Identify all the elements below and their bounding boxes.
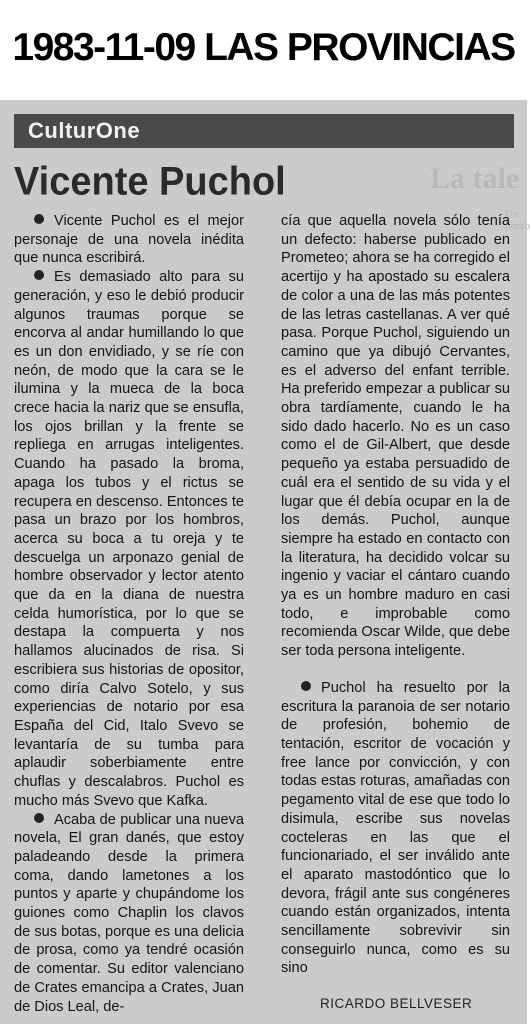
paragraph-text: Acaba de publicar una nueva novela, El gran danés, que estoy paladeando desde la primera coma, dando lametones a los puntos y aparte y chupándome los guiones como Chaplin los clavos de sus botas, porque es una delicia de prosa, como ya tendré ocasión de comentar. Su editor valenciano de Crates emancipa a Crates, Juan de Dios Leal, de- — [14, 811, 244, 1015]
paragraph — [14, 212, 244, 268]
bullet-icon — [301, 681, 311, 691]
paragraph-text: cía que aquella novela sólo tenía un defecto: haberse publicado en Prometeo; ahora se ha corregido el acertijo y ha apostado su escalera de color a una de las más potentes de las letras castellanas. A ver qué pasa. Porque Puchol, siguiendo un camino que ya dibujó Cervantes, es el adverso del enfant terrible. Ha preferido empezar a publicar su obra tardíamente, cuando le ha sido dado hacerlo. No es un caso como el de Gil-Albert, que desde pequeño ya estaba persuadido de cuál era el sentido de su vida y el lugar que él debía ocupar en la de los demás. Puchol, aunque siempre ha estado en contacto con la literatura, ha decidido volcar su ingenio y vaciar el cántaro cuando ya es un hombre maduro en casi todo, e improbable como recomienda Oscar Wilde, que debe ser toda persona inteligente. — [281, 213, 510, 660]
banner-title: 1983-11-09 LAS PROVINCIAS — [12, 26, 515, 69]
date-banner — [0, 0, 527, 100]
paragraph-text: Puchol ha resuelto por la escritura la paranoia de ser notario de profesión, bohemio de tentación, escritor de vocación y free lance por convicción, y con todas estas roturas, amañadas con pegamento vital de ese que todo lo disimula, escribe sus novelas cocteleras en las que el funcionariado, el ser inválido ante el aparato mastodóntico que lo devora, frágil ante sus congéneres cuando están organizados, intenta sencillamente sobrevivir sin conseguirlo nunca, como es su sino — [281, 679, 510, 977]
newspaper-clipping — [0, 100, 530, 1024]
bleed-through-heading: La tale — [430, 162, 520, 195]
paragraph — [281, 679, 510, 978]
paragraph-text: Es demasiado alto para su generación, y eso le debió producir algunos traumas porque se encorva al andar humillando lo que es un don envidiado, y se ríe con neón, de modo que la cara se le ilumina y la mueca de la boca crece hacia la nariz que se ensufla, los ojos brillan y la frente se repliega en arrugas inteligentes. Cuando ha pasado la broma, apaga los tubos y el rictus se recupera en descenso. Entonces te pasa un brazo por los hombros, acerca su boca a tu oreja y te descuelga un arponazo genial de hombre observador y lector atento que da en la diana de nuestra celda humorística, por lo que se destapa la compuerta y nos hallamos alucinados de risa. Si escribiera sus historias de opositor, como diría Calvo Sotelo, y sus experiencias de notario por esa España del Cid, Italo Svevo se levantaría de su tumba para aplaudir soberbiamente entre chuflas y descalabros. Puchol es mucho más Svevo que Kafka. — [14, 269, 244, 809]
paragraph — [281, 212, 510, 661]
bullet-icon — [34, 813, 44, 823]
bullet-icon — [34, 270, 44, 280]
left-column — [14, 212, 244, 1016]
paragraph-text: Vicente Puchol es el mejor personaje de una novela inédita que nunca escribirá. — [14, 213, 244, 267]
paragraph-gap — [281, 661, 510, 679]
paragraph — [14, 811, 244, 1017]
paragraph — [14, 268, 244, 810]
article-headline: Vicente Puchol — [14, 160, 286, 205]
bleed-through-text: Un homb — [505, 208, 530, 232]
section-bar — [14, 114, 514, 148]
section-label: CulturOne — [28, 118, 141, 143]
bullet-icon — [34, 214, 44, 224]
right-column — [281, 212, 510, 978]
author-byline: RICARDO BELLVESER — [320, 996, 473, 1011]
